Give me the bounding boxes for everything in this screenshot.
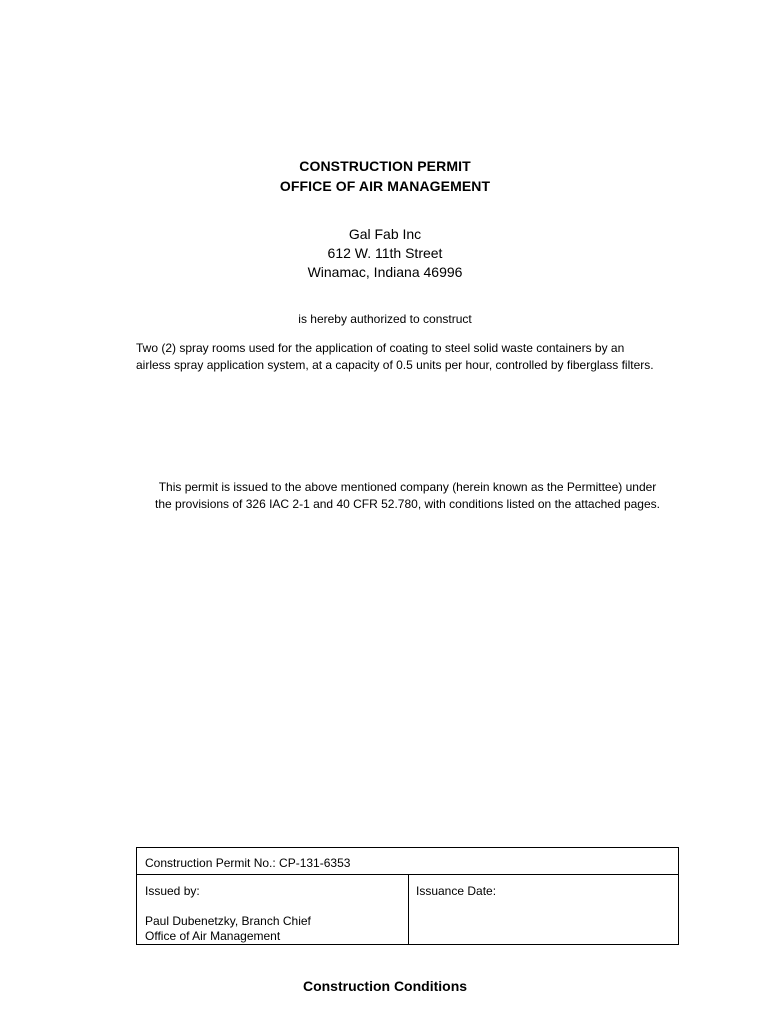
permit-number: Construction Permit No.: CP-131-6353 [145,856,351,870]
company-name: Gal Fab Inc [348,226,422,242]
permit-info-box [136,847,679,945]
issued-by-label: Issued by: [145,884,200,898]
project-description-line2: airless spray application system, at a capacity of 0.5 units per hour, controlled by fiberglass filters. [136,358,654,372]
construction-conditions-heading: Construction Conditions [302,978,468,994]
office-title: OFFICE OF AIR MANAGEMENT [279,178,491,194]
project-description [136,340,696,374]
company-street: 612 W. 11th Street [327,245,443,261]
issued-by-cell [137,875,409,944]
issuance-date-label: Issuance Date: [416,884,497,898]
authorization-text: is hereby authorized to construct [298,312,472,326]
issuance-statement-line1: This permit is issued to the above mentioned company (herein known as the Permittee) under [158,480,657,494]
issuance-statement-line2: the provisions of 326 IAC 2-1 and 40 CFR 52.780, with conditions listed on the attached pages. [155,497,660,511]
permit-number-row [137,848,678,875]
company-city: Winamac, Indiana 46996 [307,264,463,280]
issuance-date-cell [409,875,678,944]
issuer-office: Office of Air Management [145,929,281,943]
permit-title: CONSTRUCTION PERMIT [299,158,471,174]
issuer-name: Paul Dubenetzky, Branch Chief [145,914,311,928]
issuance-statement [120,479,695,513]
project-description-line1: Two (2) spray rooms used for the application of coating to steel solid waste containers by an [136,341,625,355]
